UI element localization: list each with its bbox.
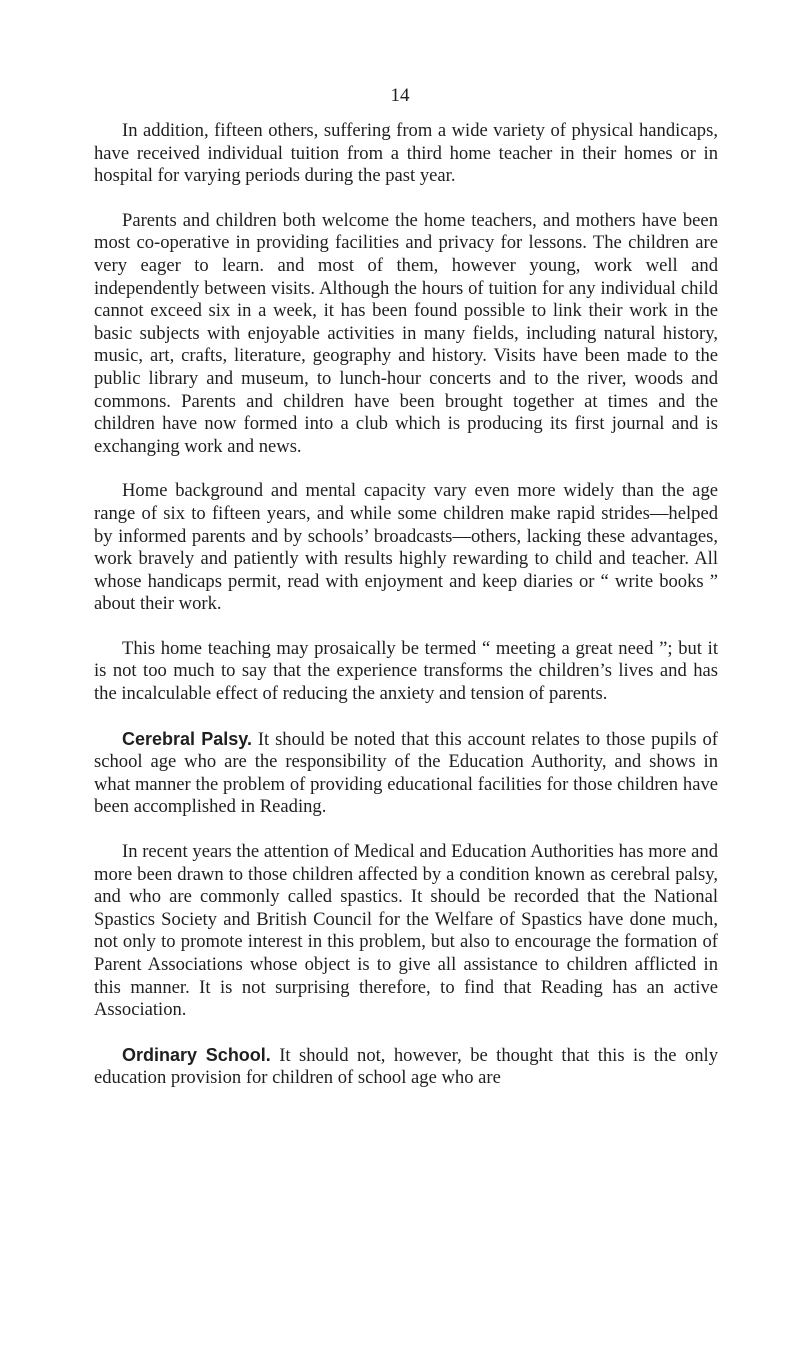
paragraph-cerebral-palsy	[94, 728, 718, 819]
paragraph-text: In recent years the attention of Medical and Education Authorities has more and more been drawn to those children affected by a condition known as cerebral palsy, and who are commonly called spastics. It should be recorded that the National Spastics Society and British Council for the Welfare of Spastics have done much, not only to promote interest in this problem, but also to encourage the formation of Parent Associations whose object is to give all assistance to children afflicted in this manner. It is not surprising therefore, to find that Reading has an active Association.	[94, 841, 718, 1021]
paragraph-parents-children	[94, 210, 718, 459]
page-number: 14	[390, 85, 410, 106]
paragraph-text: In addition, fifteen others, suffering from a wide variety of physical handicaps, have received individual tuition from a third home teacher in their homes or in hospital for varying periods during the past year.	[94, 120, 718, 187]
paragraph-recent-years	[94, 841, 718, 1022]
paragraph-text: It should not, however, be thought that this is the only education provision for children of school age who are	[94, 1044, 719, 1089]
paragraph-text: This home teaching may prosaically be termed “ meeting a great need ”; but it is not too much to say that the experience transforms the children’s lives and has the incalculable effect of reducing the anxiety and tension of parents.	[94, 637, 718, 705]
paragraph-ordinary-school	[94, 1044, 718, 1090]
section-heading-cerebral-palsy: Cerebral Palsy.	[122, 728, 252, 749]
paragraph-text: Home background and mental capacity vary even more widely than the age range of six to fifteen years, and while some children make rapid strides—helped by informed parents and by schools’ broadcasts—others, lacking these advantages, work bravely and patiently with results highly rewarding to child and teacher. All whose handicaps permit, read with enjoyment and keep diaries or “ write books ” about their work.	[94, 480, 718, 615]
paragraph-text: Parents and children both welcome the home teachers, and mothers have been most co-operative in providing facilities and privacy for lessons. The children are very eager to learn. and most of them, however young, work well and independently between visits. Although the hours of tuition for any individual child cannot exceed six in a week, it has been found possible to link their work in the basic subjects with enjoyable activities in many fields, including natural history, music, art, crafts, literature, geography and history. Visits have been made to the public library and museum, to lunch-hour concerts and to the river, woods and commons. Parents and children have been brought together at times and the children have now formed into a club which is producing its first journal and is exchanging work and news.	[94, 209, 718, 457]
paragraph-text: It should be noted that this account relates to those pupils of school age who are the responsibility of the Education Authority, and shows in what manner the problem of providing educational facilities for those children have been accomplished in Reading.	[94, 728, 718, 818]
paragraph-home-background	[94, 480, 718, 616]
paragraph-home-tuition	[94, 120, 718, 188]
paragraph-home-teaching	[94, 638, 718, 706]
section-heading-ordinary-school: Ordinary School.	[122, 1044, 271, 1065]
document-body	[94, 120, 718, 1112]
